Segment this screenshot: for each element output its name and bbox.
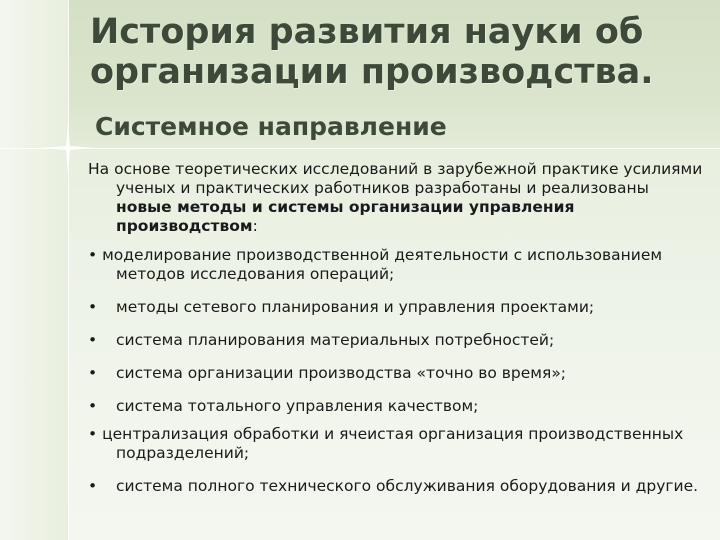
- list-item-text: система полного технического обслуживания оборудования и другие.: [116, 477, 699, 495]
- bullet-icon: •: [88, 397, 98, 415]
- horizontal-divider: [0, 148, 720, 149]
- list-item: [88, 298, 708, 317]
- bullet-icon: •: [88, 298, 98, 316]
- slide-title: История развития науки об организации производства.: [90, 12, 654, 92]
- bullet-icon: •: [88, 477, 98, 495]
- list-item: [88, 477, 708, 496]
- list-item-text: система тотального управления качеством;: [116, 397, 479, 415]
- list-item: [88, 397, 708, 416]
- list-item: [88, 425, 708, 463]
- bullet-icon: •: [88, 246, 98, 264]
- list-item: [88, 246, 708, 284]
- left-band: [0, 0, 68, 540]
- list-item-text: методы сетевого планирования и управления проектами;: [116, 298, 595, 316]
- slide-subtitle: Системное направление: [95, 112, 447, 141]
- list-item-text: централизация обработки и ячеистая организация производственных подразделений;: [102, 425, 684, 462]
- list-item: [88, 331, 708, 350]
- intro-text-end: :: [252, 217, 258, 235]
- intro-text: На основе теоретических исследований в зарубежной практике усилиями ученых и практических работников разработаны и реализованы: [88, 160, 703, 197]
- bullet-icon: •: [88, 331, 98, 349]
- list-item: [88, 364, 708, 383]
- slide-content: [88, 160, 708, 496]
- bullet-icon: •: [88, 425, 98, 443]
- vertical-divider: [68, 0, 69, 540]
- intro-paragraph: [88, 160, 708, 236]
- list-item-text: система организации производства «точно во время»;: [116, 364, 567, 382]
- list-item-text: система планирования материальных потребностей;: [116, 331, 555, 349]
- intro-bold-text: новые методы и системы организации управления производством: [116, 198, 575, 235]
- list-item-text: моделирование производственной деятельности с использованием методов исследования операций;: [102, 246, 663, 283]
- bullet-icon: •: [88, 364, 98, 382]
